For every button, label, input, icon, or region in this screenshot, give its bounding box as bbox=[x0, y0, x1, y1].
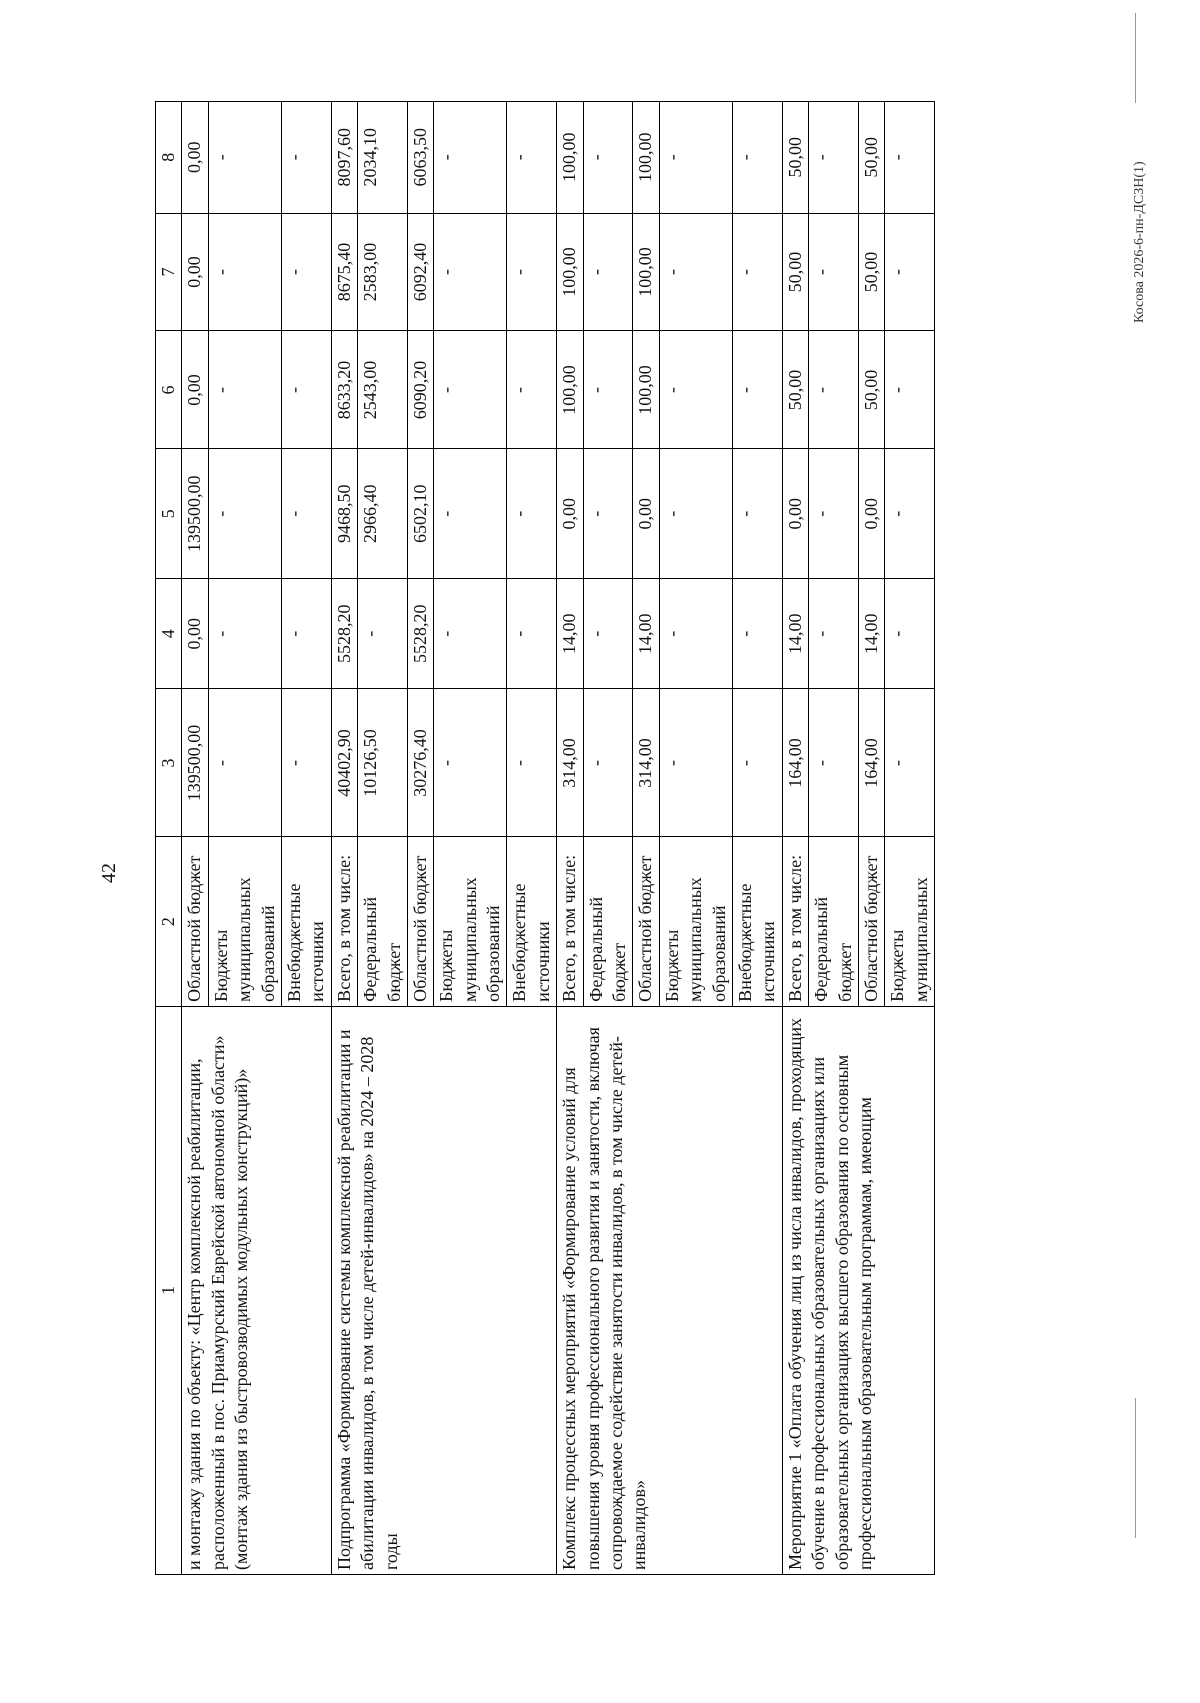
page-number: 42 bbox=[98, 863, 120, 883]
amount-cell: 6063,50 bbox=[407, 102, 433, 214]
amount-cell: 8633,20 bbox=[331, 331, 357, 449]
funding-source-cell: Федеральный бюджет bbox=[809, 837, 859, 1006]
amount-cell: 100,00 bbox=[633, 331, 659, 449]
amount-cell: - bbox=[732, 102, 782, 214]
funding-source-cell: Внебюджетные источники bbox=[507, 837, 557, 1006]
amount-cell: - bbox=[583, 102, 633, 214]
amount-cell: - bbox=[208, 102, 281, 214]
amount-cell: 14,00 bbox=[633, 579, 659, 689]
program-description-cell: Комплекс процессных мероприятий «Формирование условий для повышения уровня профессионального развития и занятости, включая сопровождаемое содействие занятости инвалидов, в том числе детей-инвалидов» bbox=[557, 1006, 783, 1574]
amount-cell: 5528,20 bbox=[407, 579, 433, 689]
column-header-6: 6 bbox=[156, 331, 182, 449]
amount-cell: 10126,50 bbox=[358, 689, 408, 837]
amount-cell: 30276,40 bbox=[407, 689, 433, 837]
amount-cell: 8097,60 bbox=[331, 102, 357, 214]
funding-source-cell: Областной бюджет bbox=[858, 837, 884, 1006]
amount-cell: 0,00 bbox=[182, 331, 208, 449]
amount-cell: 164,00 bbox=[782, 689, 808, 837]
funding-source-cell: Всего, в том числе: bbox=[557, 837, 583, 1006]
amount-cell: 14,00 bbox=[782, 579, 808, 689]
amount-cell: 2583,00 bbox=[358, 213, 408, 331]
amount-cell: - bbox=[208, 449, 281, 579]
amount-cell: 100,00 bbox=[557, 213, 583, 331]
amount-cell: - bbox=[507, 449, 557, 579]
amount-cell: - bbox=[507, 689, 557, 837]
amount-cell: - bbox=[659, 102, 732, 214]
amount-cell: - bbox=[659, 449, 732, 579]
column-header-5: 5 bbox=[156, 449, 182, 579]
amount-cell: - bbox=[507, 213, 557, 331]
amount-cell: - bbox=[583, 449, 633, 579]
amount-cell: - bbox=[434, 449, 507, 579]
amount-cell: - bbox=[659, 331, 732, 449]
amount-cell: - bbox=[281, 102, 331, 214]
amount-cell: 40402,90 bbox=[331, 689, 357, 837]
amount-cell: - bbox=[809, 689, 859, 837]
amount-cell: 0,00 bbox=[182, 102, 208, 214]
amount-cell: 6092,40 bbox=[407, 213, 433, 331]
amount-cell: - bbox=[434, 579, 507, 689]
amount-cell: 8675,40 bbox=[331, 213, 357, 331]
amount-cell: 0,00 bbox=[182, 579, 208, 689]
amount-cell: 2034,10 bbox=[358, 102, 408, 214]
amount-cell: - bbox=[434, 331, 507, 449]
program-description-cell: Подпрограмма «Формирование системы комплексной реабилитации и абилитации инвалидов, в том числе детей-инвалидов» на 2024 – 2028 годы bbox=[331, 1006, 557, 1574]
funding-source-cell: Областной бюджет bbox=[407, 837, 433, 1006]
amount-cell: - bbox=[809, 449, 859, 579]
amount-cell: - bbox=[358, 579, 408, 689]
amount-cell: - bbox=[885, 449, 935, 579]
amount-cell: - bbox=[885, 579, 935, 689]
amount-cell: - bbox=[208, 213, 281, 331]
table-row bbox=[782, 102, 808, 1575]
amount-cell: 2966,40 bbox=[358, 449, 408, 579]
funding-source-cell: Бюджеты муниципальных образований bbox=[208, 837, 281, 1006]
amount-cell: 100,00 bbox=[633, 213, 659, 331]
amount-cell: - bbox=[659, 689, 732, 837]
amount-cell: - bbox=[583, 213, 633, 331]
amount-cell: - bbox=[281, 449, 331, 579]
funding-source-cell: Бюджеты муниципальных образований bbox=[434, 837, 507, 1006]
amount-cell: 5528,20 bbox=[331, 579, 357, 689]
column-header-2: 2 bbox=[156, 837, 182, 1006]
amount-cell: - bbox=[208, 579, 281, 689]
amount-cell: - bbox=[507, 102, 557, 214]
column-header-4: 4 bbox=[156, 579, 182, 689]
funding-source-cell: Федеральный бюджет bbox=[358, 837, 408, 1006]
amount-cell: - bbox=[732, 213, 782, 331]
amount-cell: - bbox=[281, 579, 331, 689]
amount-cell: - bbox=[434, 213, 507, 331]
amount-cell: 14,00 bbox=[858, 579, 884, 689]
amount-cell: - bbox=[809, 331, 859, 449]
amount-cell: - bbox=[281, 213, 331, 331]
amount-cell: - bbox=[732, 689, 782, 837]
amount-cell: - bbox=[434, 689, 507, 837]
amount-cell: 100,00 bbox=[557, 331, 583, 449]
program-description-cell: Мероприятие 1 «Оплата обучения лиц из числа инвалидов, проходящих обучение в профессиональных образовательных организациях или образовательных организациях высшего образования по основным профессиональным образовательным программам, имеющим bbox=[782, 1006, 934, 1574]
amount-cell: - bbox=[809, 213, 859, 331]
program-description-cell: и монтажу здания по объекту: «Центр комплексной реабилитации, расположенный в пос. Приамурский Еврейской автономной области» (монтаж здания из быстровозводимых модульных конструкций)» bbox=[182, 1006, 331, 1574]
amount-cell: 14,00 bbox=[557, 579, 583, 689]
amount-cell: - bbox=[659, 579, 732, 689]
amount-cell: 50,00 bbox=[858, 331, 884, 449]
funding-source-cell: Всего, в том числе: bbox=[782, 837, 808, 1006]
funding-source-cell: Областной бюджет bbox=[633, 837, 659, 1006]
amount-cell: - bbox=[809, 102, 859, 214]
amount-cell: - bbox=[434, 102, 507, 214]
amount-cell: - bbox=[885, 689, 935, 837]
amount-cell: 2543,00 bbox=[358, 331, 408, 449]
amount-cell: 164,00 bbox=[858, 689, 884, 837]
amount-cell: 314,00 bbox=[633, 689, 659, 837]
amount-cell: - bbox=[885, 331, 935, 449]
amount-cell: 139500,00 bbox=[182, 689, 208, 837]
amount-cell: - bbox=[885, 102, 935, 214]
table-row bbox=[331, 102, 357, 1575]
funding-source-cell: Внебюджетные источники bbox=[281, 837, 331, 1006]
funding-source-cell: Внебюджетные источники bbox=[732, 837, 782, 1006]
amount-cell: - bbox=[732, 331, 782, 449]
amount-cell: 50,00 bbox=[782, 102, 808, 214]
amount-cell: - bbox=[281, 689, 331, 837]
amount-cell: 0,00 bbox=[633, 449, 659, 579]
column-header-7: 7 bbox=[156, 213, 182, 331]
amount-cell: - bbox=[208, 689, 281, 837]
table-row bbox=[557, 102, 583, 1575]
amount-cell: - bbox=[507, 579, 557, 689]
amount-cell: 50,00 bbox=[858, 213, 884, 331]
amount-cell: 100,00 bbox=[557, 102, 583, 214]
funding-source-cell: Бюджеты муниципальных образований bbox=[659, 837, 732, 1006]
column-header-3: 3 bbox=[156, 689, 182, 837]
funding-source-cell: Федеральный бюджет bbox=[583, 837, 633, 1006]
amount-cell: 0,00 bbox=[858, 449, 884, 579]
amount-cell: 50,00 bbox=[782, 331, 808, 449]
amount-cell: - bbox=[583, 689, 633, 837]
funding-table bbox=[155, 101, 935, 1575]
amount-cell: 6090,20 bbox=[407, 331, 433, 449]
document-stamp: Косова 2026-6-пн-ДСЗН(1) bbox=[1132, 161, 1147, 323]
amount-cell: 0,00 bbox=[557, 449, 583, 579]
funding-source-cell: Бюджеты муниципальных bbox=[885, 837, 935, 1006]
amount-cell: 314,00 bbox=[557, 689, 583, 837]
amount-cell: - bbox=[583, 331, 633, 449]
amount-cell: 50,00 bbox=[858, 102, 884, 214]
amount-cell: - bbox=[583, 579, 633, 689]
amount-cell: 0,00 bbox=[782, 449, 808, 579]
amount-cell: - bbox=[659, 213, 732, 331]
amount-cell: 9468,50 bbox=[331, 449, 357, 579]
scan-edge-line bbox=[1135, 13, 1136, 103]
column-header-1: 1 bbox=[156, 1006, 182, 1574]
table-row bbox=[182, 102, 208, 1575]
funding-source-cell: Всего, в том числе: bbox=[331, 837, 357, 1006]
scan-edge-line bbox=[1135, 1398, 1136, 1538]
amount-cell: - bbox=[732, 449, 782, 579]
amount-cell: - bbox=[809, 579, 859, 689]
amount-cell: - bbox=[208, 331, 281, 449]
amount-cell: 6502,10 bbox=[407, 449, 433, 579]
header-row bbox=[156, 102, 182, 1575]
funding-source-cell: Областной бюджет bbox=[182, 837, 208, 1006]
column-header-8: 8 bbox=[156, 102, 182, 214]
amount-cell: - bbox=[732, 579, 782, 689]
amount-cell: - bbox=[507, 331, 557, 449]
amount-cell: - bbox=[885, 213, 935, 331]
amount-cell: 0,00 bbox=[182, 213, 208, 331]
amount-cell: 139500,00 bbox=[182, 449, 208, 579]
amount-cell: - bbox=[281, 331, 331, 449]
amount-cell: 50,00 bbox=[782, 213, 808, 331]
amount-cell: 100,00 bbox=[633, 102, 659, 214]
